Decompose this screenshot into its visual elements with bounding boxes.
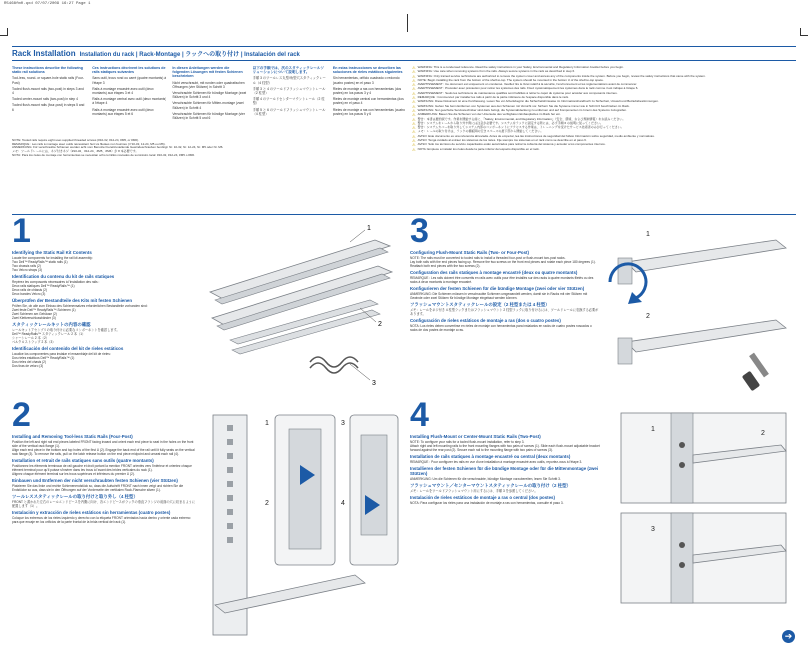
instruction-line: Deux bandes Velcro (3) [12,292,46,296]
warning-text: AVERTISSEMENT : Procédez avec précaution pour retirer les systèmes des rails. Fixez systématiquement les systèmes dans le rack comme il est indiqué à l'étape 6. [417,86,639,91]
step-4-illustration [611,405,796,615]
instruction-line: Two Dell™ ReadyRails™ static rails (1) [12,260,68,264]
instruction-line: Platzieren Sie das linke und rechte Schienenendstück so, dass die Aufschrift FRONT nach innen zeigt und richten Sie die Endstücke so aus, dass sie in den Öffnungen auf der Vorderseite der vertikalen Rack-Flansche sitzen (1). [12,484,184,492]
callout-1: 1 [646,231,650,238]
intro-column-en [12,66,86,136]
warning-text: NOTE: Begin installing the rack from the bottom of the shelf-to-top. The system should be mounted in the bottom U of the shelf-to-top space. [417,77,604,82]
instruction-line: NOTE: The rails must be converted to tooled rails to install a threaded four-post or flush-mount two-post racks. [410,256,566,260]
warning-text: AVISO: Sólo los técnicos de servicio capacitados están autorizados para retirar la cubierta del sistema y acceder a los componentes internos. [417,142,606,147]
intro-item: Sans outil, trous rond ou carré (quatre montants) à l'étape 3 [92,76,167,85]
callout-1: 1 [367,225,371,232]
safety-warnings [412,66,796,206]
rack-flange-illustration [213,415,398,635]
warning-text: NOTA: Empiece a instalar los rieles desde la parte inferior del espacio disponible en el rack. [417,146,540,151]
instruction-line: NOTA: Los rieles deben convertirse en rieles de montaje con herramientas para instalarlos en racks de cuatro postes roscados o racks de dos postes de montaje a ras. [410,324,592,332]
static-rail-illustration [210,240,392,354]
warning-icon: ⚠ [412,112,416,118]
instruction-line: Two chassis rails (2) [12,264,41,268]
instruction-line: ベルクロストラップ 2 本（3） [12,340,56,344]
warning-text: AVERTISSEMENT : Ce document est uniquement un condensé. Veuillez lire le livret relatif à la sécurité, l'environnement et les réglementations avant de commencer. [417,82,638,87]
crop-mark-top-center [400,14,408,32]
intro-item: Rails à montage encastré avec outil (deux montants) aux étapes 3 et 4 [92,86,154,96]
print-line: R5468fm0.qxd 07/07/2009 16:27 Page 1 [4,2,91,6]
intro-column-es [333,66,407,136]
warning-icon: ⚠ [412,142,416,148]
intro-item: Rails à montage central avec outil (deux montants) à l'étape 4 [92,97,167,106]
callout-2: 2 [265,500,269,507]
intro-column-fr [92,66,166,136]
step-3-illustration [606,222,796,402]
warning-text: ANMERKUNG: Bauen Sie die Schienen von der Unterseite des verfügbaren Einbauplatzes im Rack her ein. [417,112,561,117]
instruction-line: Zwei Schienen am Gehäuse (2) [12,312,57,316]
warning-text: AVISO: Este documento es una referencia abreviada. Antes de empezar, lea las instrucciones de seguridad del folleto Información sobre seguridad, medio ambiente y normativas. [417,133,655,138]
callout-2: 2 [761,430,765,437]
warning-icon: ⚠ [412,133,416,139]
intro-item: Sin herramientas, orificio cuadrado o redondo (cuatro postes) en el paso 3 [332,76,400,85]
warning-text: AVISO: Tenga cuidado al extraer los sistemas de los rieles. Fije siempre los sistemas en el rack como se describe en el paso 6. [417,138,587,143]
instruction-line: Prüfen Sie, ob alle zum Einbau des Schienensatzes erforderlichen Bestandteile vorhanden sind: [12,304,148,308]
section-heading: Configuración de rieles estáticos de montaje a ras (dos o cuatro postes) [410,318,561,323]
callout-3: 3 [372,380,376,387]
intro-item: Tooled flush-mount rails (two-post) in steps 3 and 4 [12,86,84,96]
section-heading: フラッシュマウントスタティックレールの設定（2 柱型または 4 柱型） [410,302,550,307]
intro-heading: 以下の手順では、次のスタティックレールソリューションについて説明します。 [252,66,325,75]
instruction-line: シャーシレール 2 本（2） [12,336,49,340]
instruction-line: Deux rails de châssis (2) [12,288,47,292]
instruction-line: Lay both rails with the end pieces facing up. Remove the two screws on the front end pieces and rotate each piece 180 degrees (1). Reattach both end pieces with the two screws (2). [410,260,596,268]
step-2-illustration [205,405,405,645]
intro-column-ja [253,66,327,136]
section-heading: Installing Flush-Mount or Center-Mount Static Rails (Two-Post) [410,434,541,439]
instruction-line: Coloque los extremos de los rieles izquierdo y derecho con la etiqueta FRONT orientados hacia dentro y oriente cada extremo para que encaje en los orificios de la parte frontal de la brida vertical del rack (1). [12,516,191,524]
instruction-line: NOTE: To configure your rails for a tooled flush-mount installation, refer to step 3. [410,440,525,444]
intro-item: Tool-less, round- or square-hole static rails (Four-Post) [12,76,85,85]
instruction-line: Dos rieles del chasis (2) [12,360,47,364]
intro-item: Tooled flush-mount rails (four-post) in steps 5 and 6 [12,103,85,112]
intro-item: 手順 3 のツールレス丸型/角型穴スタティックレール（4 柱型） [252,76,326,85]
instruction-line: Dell™ ReadyRails™ スタティックレール 2 本（1） [12,332,86,336]
intro-item: Nicht verschraubt, mit runden oder quadratischen Öffnungen (vier Stützen) in Schritt 3 [172,80,245,89]
crop-mark-top-left [0,28,8,36]
warning-icon: ⚠ [412,107,416,113]
warning-text: メモ：レールの取り付けは、ラックの棚板間の空きスペースの最下部から開始してください。 [417,129,544,134]
step-number-1: 1 [12,212,31,250]
step-number-2: 2 [12,396,31,434]
note-line: ANMERKUNG: Für verschraubte Schienen werden acht vom Benutzer bereitzustellende Gewindeschrauben benötigt: Nr. 10-32, Nr. 12-24, Nr. M5 oder Nr. M6. [12,145,224,150]
intro-item: 手順 4 のツールドセンターマウントレール（2 柱型） [252,97,325,106]
instruction-line: Positionnez les éléments terminaux de rail gauche et droit portant la mention FRONT orientés vers l'intérieur et orientez chaque élément terminal pour qu'il puisse s'insérer dans les trous à l'avant des brides verticales du rack (1). [12,464,192,472]
section-heading: Installation de rails statiques à montage encastré ou central (deux montants) [410,454,571,459]
instruction-line: Dos rieles estáticos Dell™ ReadyRails™ (1) [12,356,75,360]
instruction-line: Locate the components for installing the rail kit assembly: [12,256,93,260]
intro-item: Verschraubte Schienen für bündige Montage (zwei Stützen) in Schritt 3 und 4 [172,91,247,100]
intro-item: Verschraubte Schienen für bündige Montage (vier Stützen) in Schritt 5 und 6 [172,111,245,121]
crop-mark-top-right [800,28,808,36]
warning-text: REMARQUE : Commencez par installer les rails à partir de la partie inférieure de l'espace disponible dans le rack. [417,95,569,100]
instruction-line: REMARQUE : Pour configurer les rails en vue d'une installation à montage encastré avec outils, reportez-vous à l'étape 3. [410,460,583,464]
step-1-illustration [200,222,400,392]
page-header [12,49,796,58]
instruction-line: レールキットアセンブリの取り付けに必要なコンポーネントを確認します。 [12,328,120,332]
warning-icon: ⚠ [412,116,416,122]
instruction-line: Repérez les composants nécessaires à l'installation des rails : [12,280,100,284]
instruction-line: Localice los componentes para instalar el ensamblaje del kit de rieles: [12,352,111,356]
two-post-rack-illustration [621,413,786,603]
callout-3: 3 [651,526,655,533]
intro-columns [12,66,407,136]
section-heading: Identificación del contenido del kit de rieles estáticos [12,346,124,351]
instruction-line: メモ：レールをネジ付き 4 柱型ラックまたはフラッシュマウント 2 柱型ラックに取り付けるには、ツールドレールに変換する必要があります。 [410,308,599,316]
warning-text: WARNING: Use care when removing systems from the rails. Always secure systems in the rack as described in step 6. [417,69,576,74]
callout-1: 1 [265,420,269,427]
warning-icon: ⚠ [412,77,416,83]
warning-icon: ⚠ [412,120,416,126]
note-line: NOTA: Para los rieles de montaje con herramientas se necesitan ocho tornillos roscados de suministro local: #10-32, #12-24, #M5 o #M6. [12,152,195,157]
instruction-line: ANMERKUNG: Um die Schienen für die verschraubte, bündige Montage vorzubereiten, lesen Sie Schritt 3. [410,477,561,481]
step-3-text [410,248,600,398]
callout-1: 1 [651,426,655,433]
section-heading: ツールレススタティックレールの取り付けと取り外し（4 柱型） [12,494,138,499]
intro-item: Rieles de montaje central con herramientas (dos postes) en el paso 4 [332,97,404,106]
intro-heading: These instructions describe the following static rail solutions [12,66,83,75]
intro-heading: In diesen Anleitungen werden die folgenden Lösungen mit festen Schienen beschrieben [172,66,243,79]
step-number-4: 4 [410,396,429,434]
section-heading: Konfigurieren der festen Schienen für die bündige Montage (zwei oder vier Stützen) [410,286,585,291]
rail-end-piece-illustration [618,240,786,364]
section-heading: Configuring Flush-Mount Static Rails (Two- or Four-Post) [410,250,529,255]
section-heading: スタティックレールキットの内容の確認 [12,322,91,327]
page-title: Rack Installation [12,49,76,58]
section-heading: Installing and Removing Tool-less Static Rails (Four-Post) [12,434,133,439]
warning-icon: ⚠ [412,66,416,70]
instruction-line: ANMERKUNG: Die Schienen müssen in verschraubte Schienen umgewandelt werden, damit sie in Racks mit vier Stützen mit Gewinde oder zwei Stützen für bündige Montage eingebaut werden können. [410,292,588,300]
screwdriver-icon [742,353,769,392]
instruction-line: Zwei Klettverschlussbänder (3) [12,316,56,320]
warning-icon: ⚠ [412,125,416,131]
instruction-line: Align each end piece in the bottom and top holes of the first U (2). Engage the back end of the rail until it fully seats on the vertical rack flange (3). To remove the rails, pull on the latch release button on the end piece midpoint and unseat each rail (4). [12,448,195,456]
section-heading: Überprüfen der Bestandteile des Kits mit festen Schienen [12,298,133,303]
intro-item: Verschraubte Schienen für Mitten-montage (zwei Stützen) in Schritt 4 [172,101,244,110]
section-heading: Identifying the Static Rail Kit Contents [12,250,92,255]
instruction-line: Alignez chaque élément terminal sur les trous supérieurs et inférieurs du premier U (2). [12,472,135,476]
next-page-arrow-icon: ➔ [782,630,795,643]
note-line: REMARQUE : Les rails à montage avec outils nécessitent huit vis filetées non fournies (n°10-32, 12-24, M5 ou M6). [12,141,166,146]
note-line: メモ：ツールドレールには、ネジ付きネジ（#10-32、#12-24、#M5、#M6）が 8 本必要です。 [12,149,139,154]
intro-item: 手順 5 と 6 のツールドフラッシュマウントレール（4 柱型） [252,107,326,116]
instruction-line: FRONT と書かれた左右のレールエンドピースを内側に向け、各エンドピースがラックの垂直フランジの前面の穴に収まるように配置します（1）。 [12,500,196,508]
warning-icon: ⚠ [412,129,416,135]
callout-3: 3 [341,420,345,427]
instruction-line: Attach right and left mounting rails to the front mounting flanges with two pairs of screws (1). Slide each flush-mount adjustable bracket forward against the rear post (2). Secure each rail to the mounting flange with two pairs of screws (3). [410,444,600,452]
header-rule-top [12,46,796,47]
warning-icon: ⚠ [412,95,416,101]
intro-heading: Ces instructions décrivent les solutions de rails statiques suivantes [92,66,166,75]
warning-icon: ⚠ [412,73,416,79]
instruction-line: NOTA: Para configurar los rieles para una instalación de montaje a ras con herramientas, consulte el paso 3. [410,501,564,505]
warning-text: WARNING: Only trained service technicians are authorized to remove the system cover and access any of the components inside the system. Before you begin, review the safety instructions that came with the system. [417,73,706,78]
warning-icon: ⚠ [412,82,416,88]
step-2-text [12,432,197,652]
warning-icon: ⚠ [412,103,416,109]
header-rule-bottom [12,60,796,61]
section-heading: Installation et retrait de rails statiques sans outils (quatre montants) [12,458,154,463]
intro-item: Rieles de montaje a ras con herramientas (dos postes) en los pasos 3 y 4 [332,86,402,96]
velcro-strap-illustration [310,357,358,373]
instruction-line: Zwei feste Dell™ ReadyRails™-Schienen (1) [12,308,76,312]
warning-text: WARNING: This is a condensed reference. Read the safety instructions in your Safety, Environmental and Regulatory Information booklet before you begin. [417,66,624,69]
section-heading: Instalación de rieles estáticos de montaje a ras o central (dos postes) [410,495,555,500]
warning-icon: ⚠ [412,138,416,144]
warning-text: WARNUNG: Nur geschulte Servicetechniker sind dazu befugt, die Systemabdeckung zu entfernen und auf Komponenten im Innern des Systems zuzugreifen. [417,107,627,112]
instruction-line: Two Velcro straps (3) [12,268,42,272]
warning-line [412,148,796,152]
intro-item: Rieles de montaje a ras con herramientas (cuatro postes) en los pasos 5 y 6 [332,107,406,116]
intro-item: Tooled center-mount rails (two-post) in step 4 [12,97,78,102]
section-divider [12,214,796,215]
intro-heading: En estas instrucciones se describen las soluciones de rieles estáticos siguientes [332,66,403,75]
warning-icon: ⚠ [412,90,416,96]
instruction-line: Position the left and right rail end pieces labeled FRONT facing inward and orient each end piece to seat in the holes on the front side of the vertical rack flange (1). [12,440,194,448]
warning-text: AVERTISSEMENT : Seuls les techniciens de maintenance qualifiés sont habilités à retirer le capot du système pour accéder aux composants internes. [417,90,618,95]
section-heading: Instalación y extracción de rieles estáticos sin herramientas (cuatro postes) [12,510,171,515]
section-heading: Einbauen und Entfernen der nicht verschraubten festen Schienen (vier Stützen) [12,478,178,483]
instruction-line: Deux rails statiques Dell™ ReadyRails™ (1) [12,284,75,288]
intro-item: 手順 3 と 4 のツールドフラッシュマウントレール（2 柱型） [252,86,326,96]
warning-text: WARNUNG: Diese Dokument ist eine Kurzfassung. Lesen Sie vor Arbeitsbeginn die Sicherheitshinweise im Informationshandbuch zu Sicherheit, Umwelt und Betriebsbestimmungen. [417,99,659,104]
section-heading: Installieren der festen Schienen für die bündige Montage oder für die Mittenmontage (zwei Stützen) [410,466,599,476]
step-4-text [410,432,605,644]
intro-column-de [172,66,246,136]
callout-2: 2 [378,321,382,328]
warning-text: 警告：システムをレールから取り外す際には注意が必要です。システムをラックに固定する際には、必ず手順 6 の説明に従ってください。 [417,120,603,125]
instruction-line: REMARQUE : Les rails doivent être convertis en rails avec outils pour être installés sur des racks à quatre montants filetés ou des racks à deux montants à montage encastré. [410,276,594,284]
warning-text: WARNUNG: Gehen Sie beim Entfernen von Systemen aus den Schienen mit Vorsicht vor. Sichern Sie die Systeme immer wie in Schritt 6 beschrieben im Rack. [417,103,630,108]
warning-icon: ⚠ [412,146,416,152]
callout-2: 2 [646,313,650,320]
section-heading: フラッシュマウント／センターマウントスタティックレールの取り付け（2 柱型） [410,483,571,488]
callout-labels [646,231,650,320]
callout-4: 4 [341,500,345,507]
section-heading: Configuration des rails statiques à montage encastré (deux ou quatre montants) [410,270,578,275]
note-line: NOTE: Tooled rails require eight user-supplied threaded screws (#10-32, #12-24, #M5, or #M6). [12,138,139,142]
instruction-line: Dos tiras de velcro (3) [12,364,44,368]
warning-icon: ⚠ [412,99,416,105]
instruction-line: メモ：レールをツールドフラッシュマウント用にするには、手順 3 を参照してください。 [410,489,538,493]
tooled-rails-notes [12,139,407,158]
section-heading: Identification du contenu du kit de rails statiques [12,274,115,279]
warning-icon: ⚠ [412,86,416,92]
page-subtitle: Installation du rack | Rack-Montage | ラックへの取り付け | Instalación del rack [79,52,300,58]
step-number-3: 3 [410,212,429,250]
warning-text: 警告：本書は要約版です。作業を開始する前に、『Safety, Environmental, and Regulatory Information』（安全、環境、および規制情報）をお読みください。 [417,116,626,121]
step-1-text [12,248,192,398]
warning-text: 警告：システムカバーを取り外してシステム内部のコンポーネントにアクセスする作業は、トレーニングを受けたサービス技術者のみが行ってください。 [417,125,624,130]
intro-item: Rails à montage encastré avec outil (deux montants) aux étapes 5 et 6 [92,107,154,116]
warning-icon: ⚠ [412,69,416,75]
